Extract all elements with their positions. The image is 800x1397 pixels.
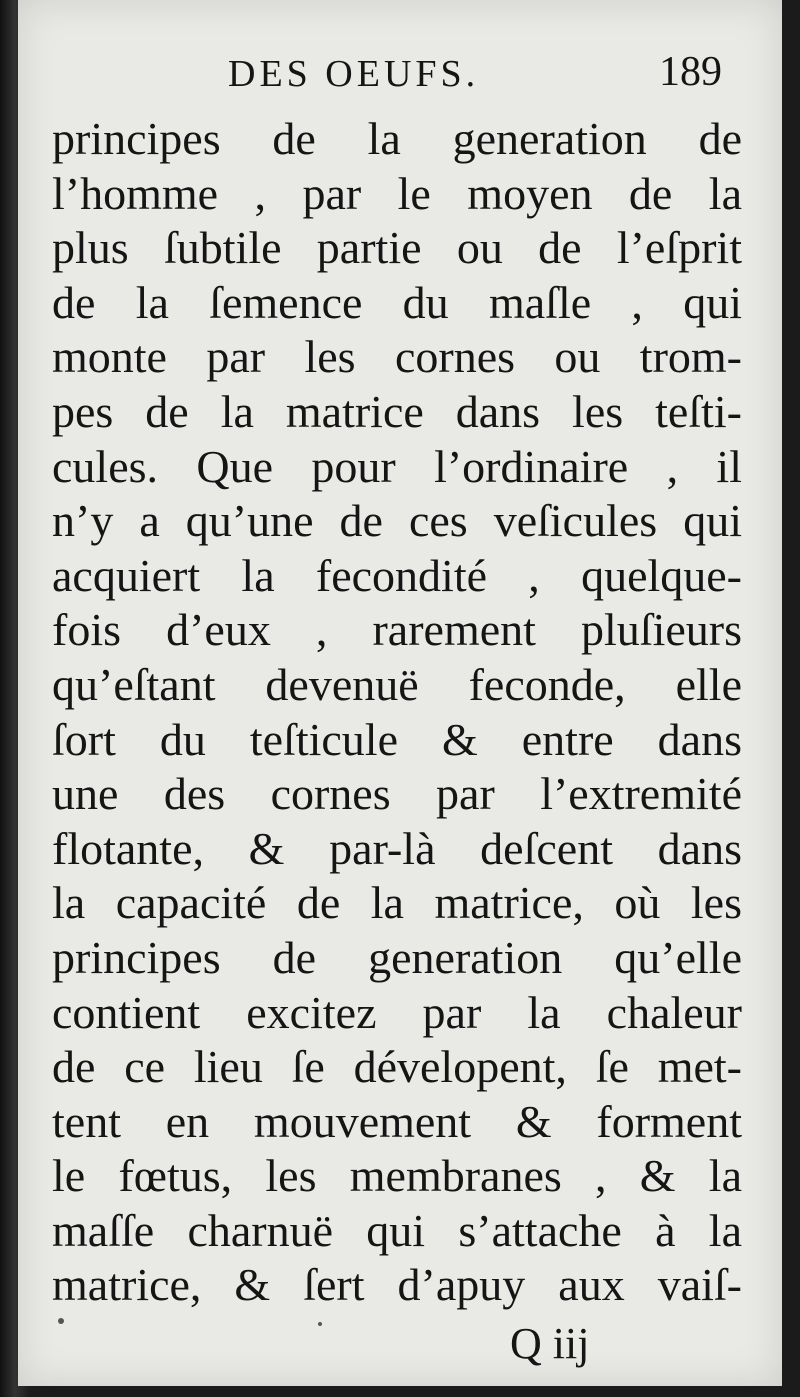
text-line: le fœtus, les membranes , & la — [52, 1150, 742, 1202]
text-line: l’homme , par le moyen de la — [52, 167, 742, 219]
text-line: pes de la matrice dans les teſti- — [52, 385, 742, 437]
paper-speck — [318, 1322, 322, 1326]
book-page — [18, 0, 782, 1386]
text-line: plus ſubtile partie ou de l’eſprit — [52, 222, 742, 274]
text-line: qu’eſtant devenuë feconde, elle — [52, 658, 742, 710]
text-line: la capacité de la matrice, où les — [52, 877, 742, 929]
text-line: monte par les cornes ou trom- — [52, 331, 742, 383]
running-head: DES OEUFS. — [228, 53, 480, 95]
page-number: 189 — [659, 49, 722, 95]
text-line: flotante, & par-là deſcent dans — [52, 822, 742, 874]
text-line: de ce lieu ſe dévelopent, ſe met- — [52, 1041, 742, 1093]
text-line: maſſe charnuë qui s’attache à la — [52, 1204, 742, 1256]
text-line: contient excitez par la chaleur — [52, 986, 742, 1038]
text-line: principes de la generation de — [52, 113, 742, 164]
text-line: n’y a qu’une de ces veſicules qui — [52, 495, 742, 547]
text-line: matrice, & ſert d’apuy aux vaiſ- — [52, 1259, 742, 1311]
text-line: tent en mouvement & forment — [52, 1095, 742, 1147]
text-line: fois d’eux , rarement pluſieurs — [52, 604, 742, 656]
paper-speck — [58, 1318, 64, 1324]
text-line: acquiert la fecondité , quelque- — [52, 549, 742, 601]
text-line: cules. Que pour l’ordinaire , il — [52, 440, 742, 492]
text-line: ſort du teſticule & entre dans — [52, 713, 742, 765]
text-line: de la ſemence du maſle , qui — [52, 276, 742, 328]
text-line: une des cornes par l’extremité — [52, 768, 742, 820]
body-text — [52, 112, 742, 1313]
text-line: principes de generation qu’elle — [52, 931, 742, 983]
signature-mark: Q iij — [510, 1319, 590, 1368]
